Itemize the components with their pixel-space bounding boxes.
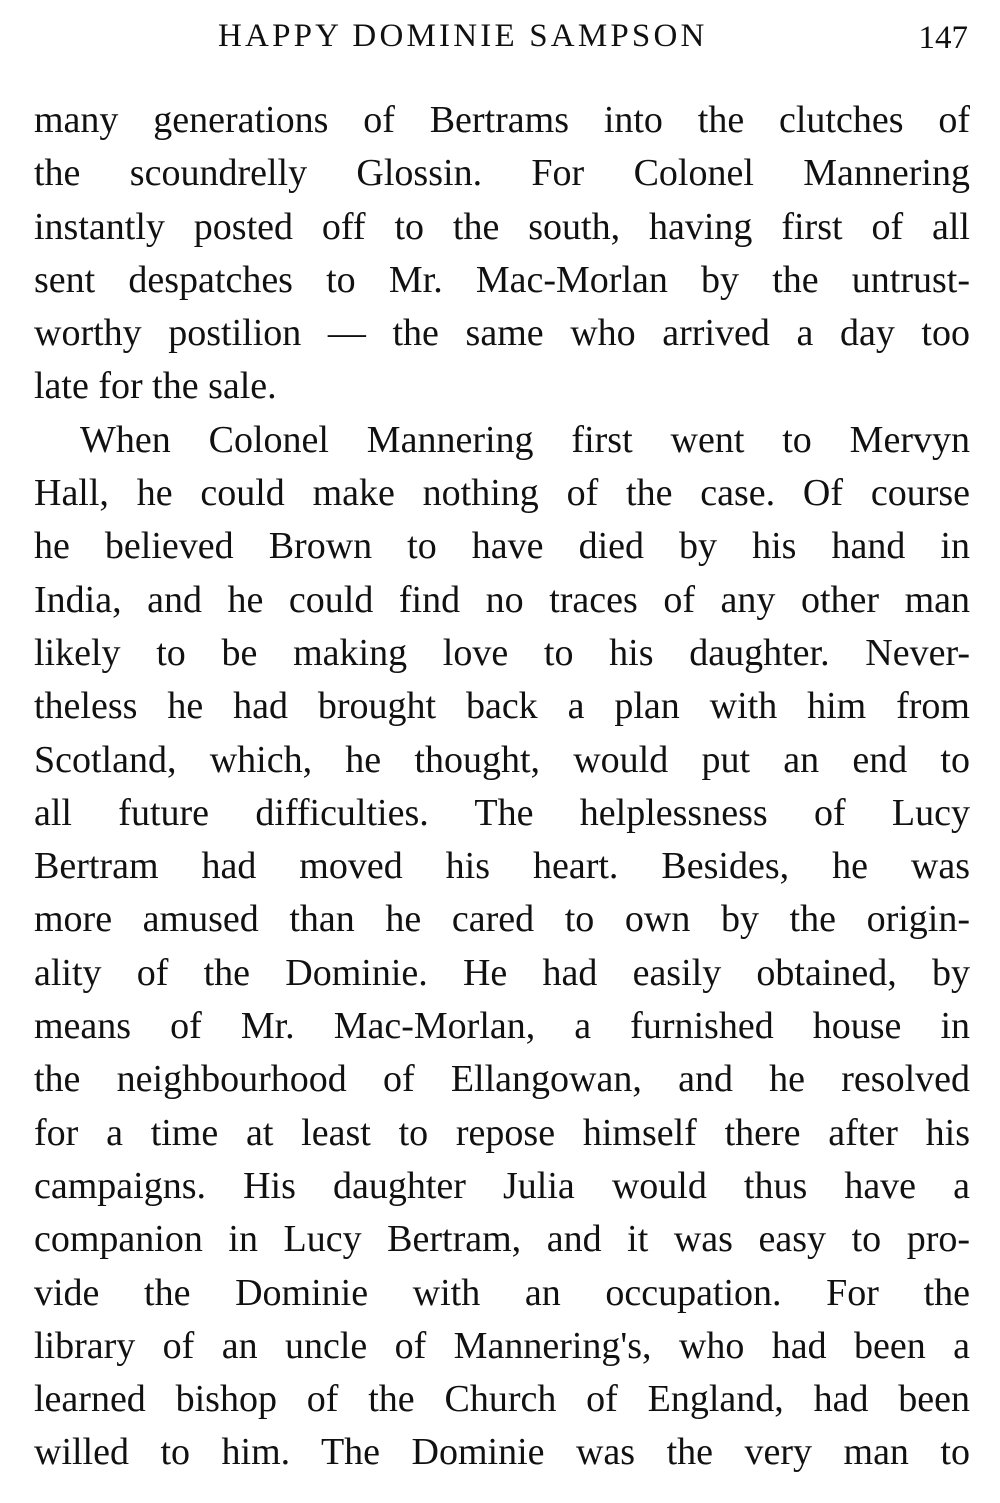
text-line: sent despatches to Mr. Mac-Morlan by the untrust- xyxy=(34,258,970,301)
text-line: learned bishop of the Church of England, had been xyxy=(34,1378,970,1421)
body-text xyxy=(34,94,970,1480)
text-line: many generations of Bertrams into the clutches of xyxy=(34,99,970,141)
running-title: HAPPY DOMINIE SAMPSON xyxy=(218,18,708,54)
text-line: campaigns. His daughter Julia would thus have a xyxy=(34,1164,970,1207)
text-line: means of Mr. Mac-Morlan, a furnished house in xyxy=(34,1005,970,1048)
text-line: worthy postilion — the same who arrived a day too xyxy=(34,312,970,355)
text-line: Hall, he could make nothing of the case. Of course xyxy=(34,472,970,515)
text-line: India, and he could find no traces of any other man xyxy=(34,578,970,621)
text-line: ality of the Dominie. He had easily obtained, by xyxy=(34,951,970,994)
text-line: all future difficulties. The helplessness of Lucy xyxy=(34,791,970,834)
text-line: When Colonel Mannering first went to Mervyn xyxy=(80,418,970,461)
text-line: vide the Dominie with an occupation. For the xyxy=(34,1271,970,1314)
text-line: he believed Brown to have died by his hand in xyxy=(34,525,970,568)
text-line: instantly posted off to the south, having first of all xyxy=(34,205,970,248)
text-line: likely to be making love to his daughter. Never- xyxy=(34,631,970,674)
text-line: willed to him. The Dominie was the very man to xyxy=(34,1431,970,1474)
running-header xyxy=(0,14,1000,66)
text-line: for a time at least to repose himself there after his xyxy=(34,1111,970,1154)
text-line: library of an uncle of Mannering's, who had been a xyxy=(34,1324,970,1367)
text-line: companion in Lucy Bertram, and it was easy to pro- xyxy=(34,1218,970,1261)
text-line: theless he had brought back a plan with him from xyxy=(34,685,970,728)
text-line: late for the sale. xyxy=(34,365,277,408)
text-line: the neighbourhood of Ellangowan, and he resolved xyxy=(34,1058,970,1101)
text-line: more amused than he cared to own by the origin- xyxy=(34,898,970,941)
text-line: Scotland, which, he thought, would put an end to xyxy=(34,738,970,781)
text-line: Bertram had moved his heart. Besides, he was xyxy=(34,845,970,888)
text-line: the scoundrelly Glossin. For Colonel Mannering xyxy=(34,152,970,195)
page-number: 147 xyxy=(918,20,968,56)
